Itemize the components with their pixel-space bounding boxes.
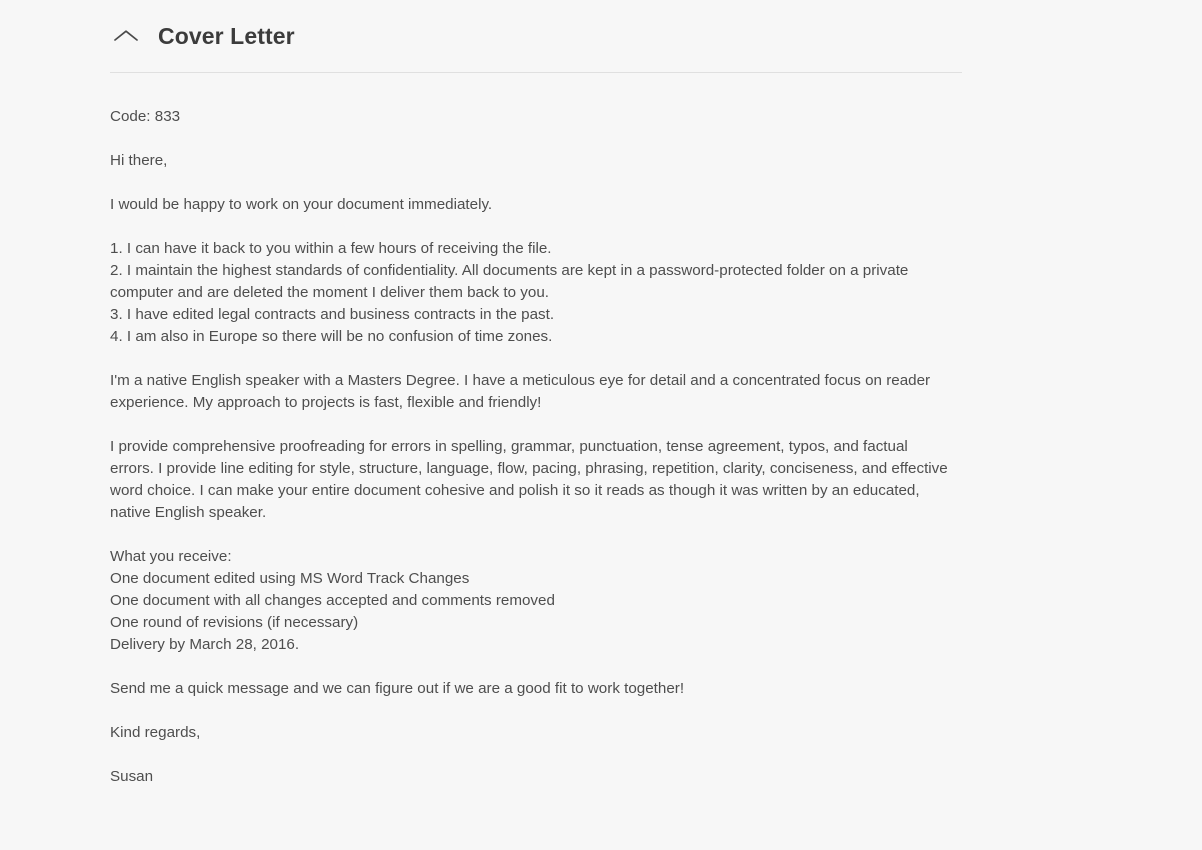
list-item: 2. I maintain the highest standards of confidentiality. All documents are kept in a password-protected folder on a private computer and are deleted the moment I deliver them back to you. [110, 262, 909, 301]
code-block [110, 106, 948, 128]
services-paragraph: I provide comprehensive proofreading for errors in spelling, grammar, punctuation, tense agreement, typos, and factual errors. I provide line editing for style, structure, language, flow, pacing, phrasing, repetition, clarity, conciseness, and effective word choice. I can make your entire document cohesive and polish it so it reads as though it was written by an educated, native English speaker. [110, 438, 948, 521]
greeting-block [110, 150, 948, 172]
deliverables-heading: What you receive: [110, 548, 232, 565]
intro-block [110, 194, 948, 216]
list-item: 3. I have edited legal contracts and business contracts in the past. [110, 306, 555, 323]
greeting-line: Hi there, [110, 152, 168, 169]
list-item: Delivery by March 28, 2016. [110, 636, 300, 653]
signature-line: Susan [110, 768, 154, 785]
signature-block [110, 766, 948, 788]
deliverables-block [110, 546, 948, 656]
sign-off-line: Kind regards, [110, 724, 201, 741]
about-block [110, 370, 948, 414]
cover-letter-body [110, 73, 948, 788]
chevron-up-icon[interactable] [111, 21, 141, 51]
list-item: One round of revisions (if necessary) [110, 614, 359, 631]
code-line: Code: 833 [110, 108, 181, 125]
list-item: 4. I am also in Europe so there will be no confusion of time zones. [110, 328, 553, 345]
panel-header [110, 0, 962, 72]
services-block [110, 436, 948, 524]
cover-letter-panel [110, 0, 962, 788]
call-to-action-line: Send me a quick message and we can figure out if we are a good fit to work together! [110, 680, 685, 697]
call-to-action-block [110, 678, 948, 700]
sign-off-block [110, 722, 948, 744]
intro-line: I would be happy to work on your document immediately. [110, 196, 493, 213]
list-item: One document with all changes accepted and comments removed [110, 592, 555, 609]
list-item: 1. I can have it back to you within a few hours of receiving the file. [110, 240, 552, 257]
list-item: One document edited using MS Word Track Changes [110, 570, 470, 587]
about-paragraph: I'm a native English speaker with a Masters Degree. I have a meticulous eye for detail and a concentrated focus on reader experience. My approach to projects is fast, flexible and friendly! [110, 372, 931, 411]
numbered-points-block [110, 238, 948, 348]
page-title: Cover Letter [158, 22, 295, 49]
